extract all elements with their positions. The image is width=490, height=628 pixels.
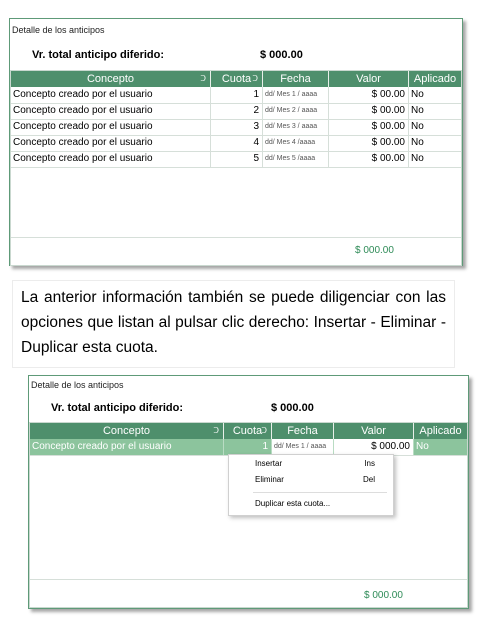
cell-valor[interactable]: $ 00.00 (329, 103, 409, 119)
cell-concepto[interactable]: Concepto creado por el usuario (11, 119, 211, 135)
instruction-paragraph: La anterior información también se puede diligenciar con las opciones que listan al pulsar clic derecho: Insertar - Eliminar - Duplicar esta cuota. (12, 280, 455, 368)
cell-concepto[interactable]: Concepto creado por el usuario (11, 87, 211, 103)
cell-fecha[interactable]: dd/ Mes 1 / aaaa (272, 439, 334, 455)
sort-icon: Ↄ (252, 74, 258, 83)
cell-valor[interactable]: $ 00.00 (329, 119, 409, 135)
sort-icon: Ↄ (261, 426, 267, 435)
anticipos-panel-top (9, 18, 463, 266)
col-header-fecha[interactable]: Fecha (263, 71, 329, 87)
col-header-aplicado[interactable]: Aplicado (409, 71, 461, 87)
table-row[interactable] (11, 135, 461, 152)
cell-valor[interactable]: $ 000.00 (334, 439, 414, 455)
cell-valor[interactable]: $ 00.00 (329, 151, 409, 167)
cell-fecha[interactable]: dd/ Mes 5 /aaaa (263, 151, 329, 167)
cell-aplicado[interactable]: No (416, 441, 429, 452)
table-row[interactable] (11, 87, 461, 104)
cell-concepto[interactable]: Concepto creado por el usuario (11, 135, 211, 151)
menu-item-duplicar[interactable]: Duplicar esta cuota... (255, 499, 331, 508)
menu-separator (253, 492, 387, 493)
cell-fecha[interactable]: dd/ Mes 3 / aaaa (263, 119, 329, 135)
col-header-fecha[interactable]: Fecha (272, 423, 334, 439)
col-header-valor[interactable]: Valor (334, 423, 414, 439)
footer-total: $ 000.00 (364, 590, 403, 601)
cell-valor[interactable]: $ 00.00 (329, 87, 409, 103)
cell-fecha[interactable]: dd/ Mes 2 / aaaa (263, 103, 329, 119)
cuotas-grid (10, 70, 462, 266)
cell-aplicado[interactable]: No (411, 121, 424, 132)
cell-concepto[interactable]: Concepto creado por el usuario (11, 151, 211, 167)
cell-cuota[interactable]: 4 (211, 135, 263, 151)
col-header-aplicado[interactable]: Aplicado (414, 423, 467, 439)
panel-title: Detalle de los anticipos (12, 25, 105, 35)
col-header-cuota[interactable]: Cuota Ↄ (211, 71, 263, 87)
footer-total: $ 000.00 (355, 245, 394, 256)
table-row[interactable] (11, 151, 461, 168)
cell-cuota[interactable]: 2 (211, 103, 263, 119)
cell-cuota[interactable]: 3 (211, 119, 263, 135)
cell-cuota[interactable]: 5 (211, 151, 263, 167)
cell-fecha[interactable]: dd/ Mes 4 /aaaa (263, 135, 329, 151)
sort-icon: Ↄ (200, 74, 206, 83)
col-header-concepto[interactable]: Concepto Ↄ (30, 423, 224, 439)
col-header-valor[interactable]: Valor (329, 71, 409, 87)
cell-aplicado[interactable]: No (411, 153, 424, 164)
col-header-cuota[interactable]: Cuota Ↄ (224, 423, 272, 439)
cell-concepto[interactable]: Concepto creado por el usuario (11, 103, 211, 119)
total-value: $ 000.00 (271, 402, 314, 414)
cell-aplicado[interactable]: No (411, 89, 424, 100)
cell-cuota[interactable]: 1 (224, 439, 272, 455)
col-header-concepto[interactable]: Concepto Ↄ (11, 71, 211, 87)
cell-aplicado[interactable]: No (411, 105, 424, 116)
panel-title: Detalle de los anticipos (31, 380, 124, 390)
cell-concepto[interactable]: Concepto creado por el usuario (30, 439, 224, 455)
grid-footer-line (11, 237, 461, 238)
grid-footer-line (30, 579, 467, 580)
total-label: Vr. total anticipo diferido: (32, 49, 165, 61)
cell-fecha[interactable]: dd/ Mes 1 / aaaa (263, 87, 329, 103)
table-row[interactable] (11, 119, 461, 136)
cell-aplicado[interactable]: No (411, 137, 424, 148)
sort-icon: Ↄ (213, 426, 219, 435)
menu-item-eliminar[interactable]: Eliminar Del (255, 475, 375, 484)
context-menu (228, 454, 394, 516)
table-row[interactable] (11, 103, 461, 120)
total-label: Vr. total anticipo diferido: (51, 402, 184, 414)
cell-valor[interactable]: $ 00.00 (329, 135, 409, 151)
cell-cuota[interactable]: 1 (211, 87, 263, 103)
menu-item-insertar[interactable]: Insertar Ins (255, 459, 375, 468)
total-value: $ 000.00 (260, 49, 303, 61)
